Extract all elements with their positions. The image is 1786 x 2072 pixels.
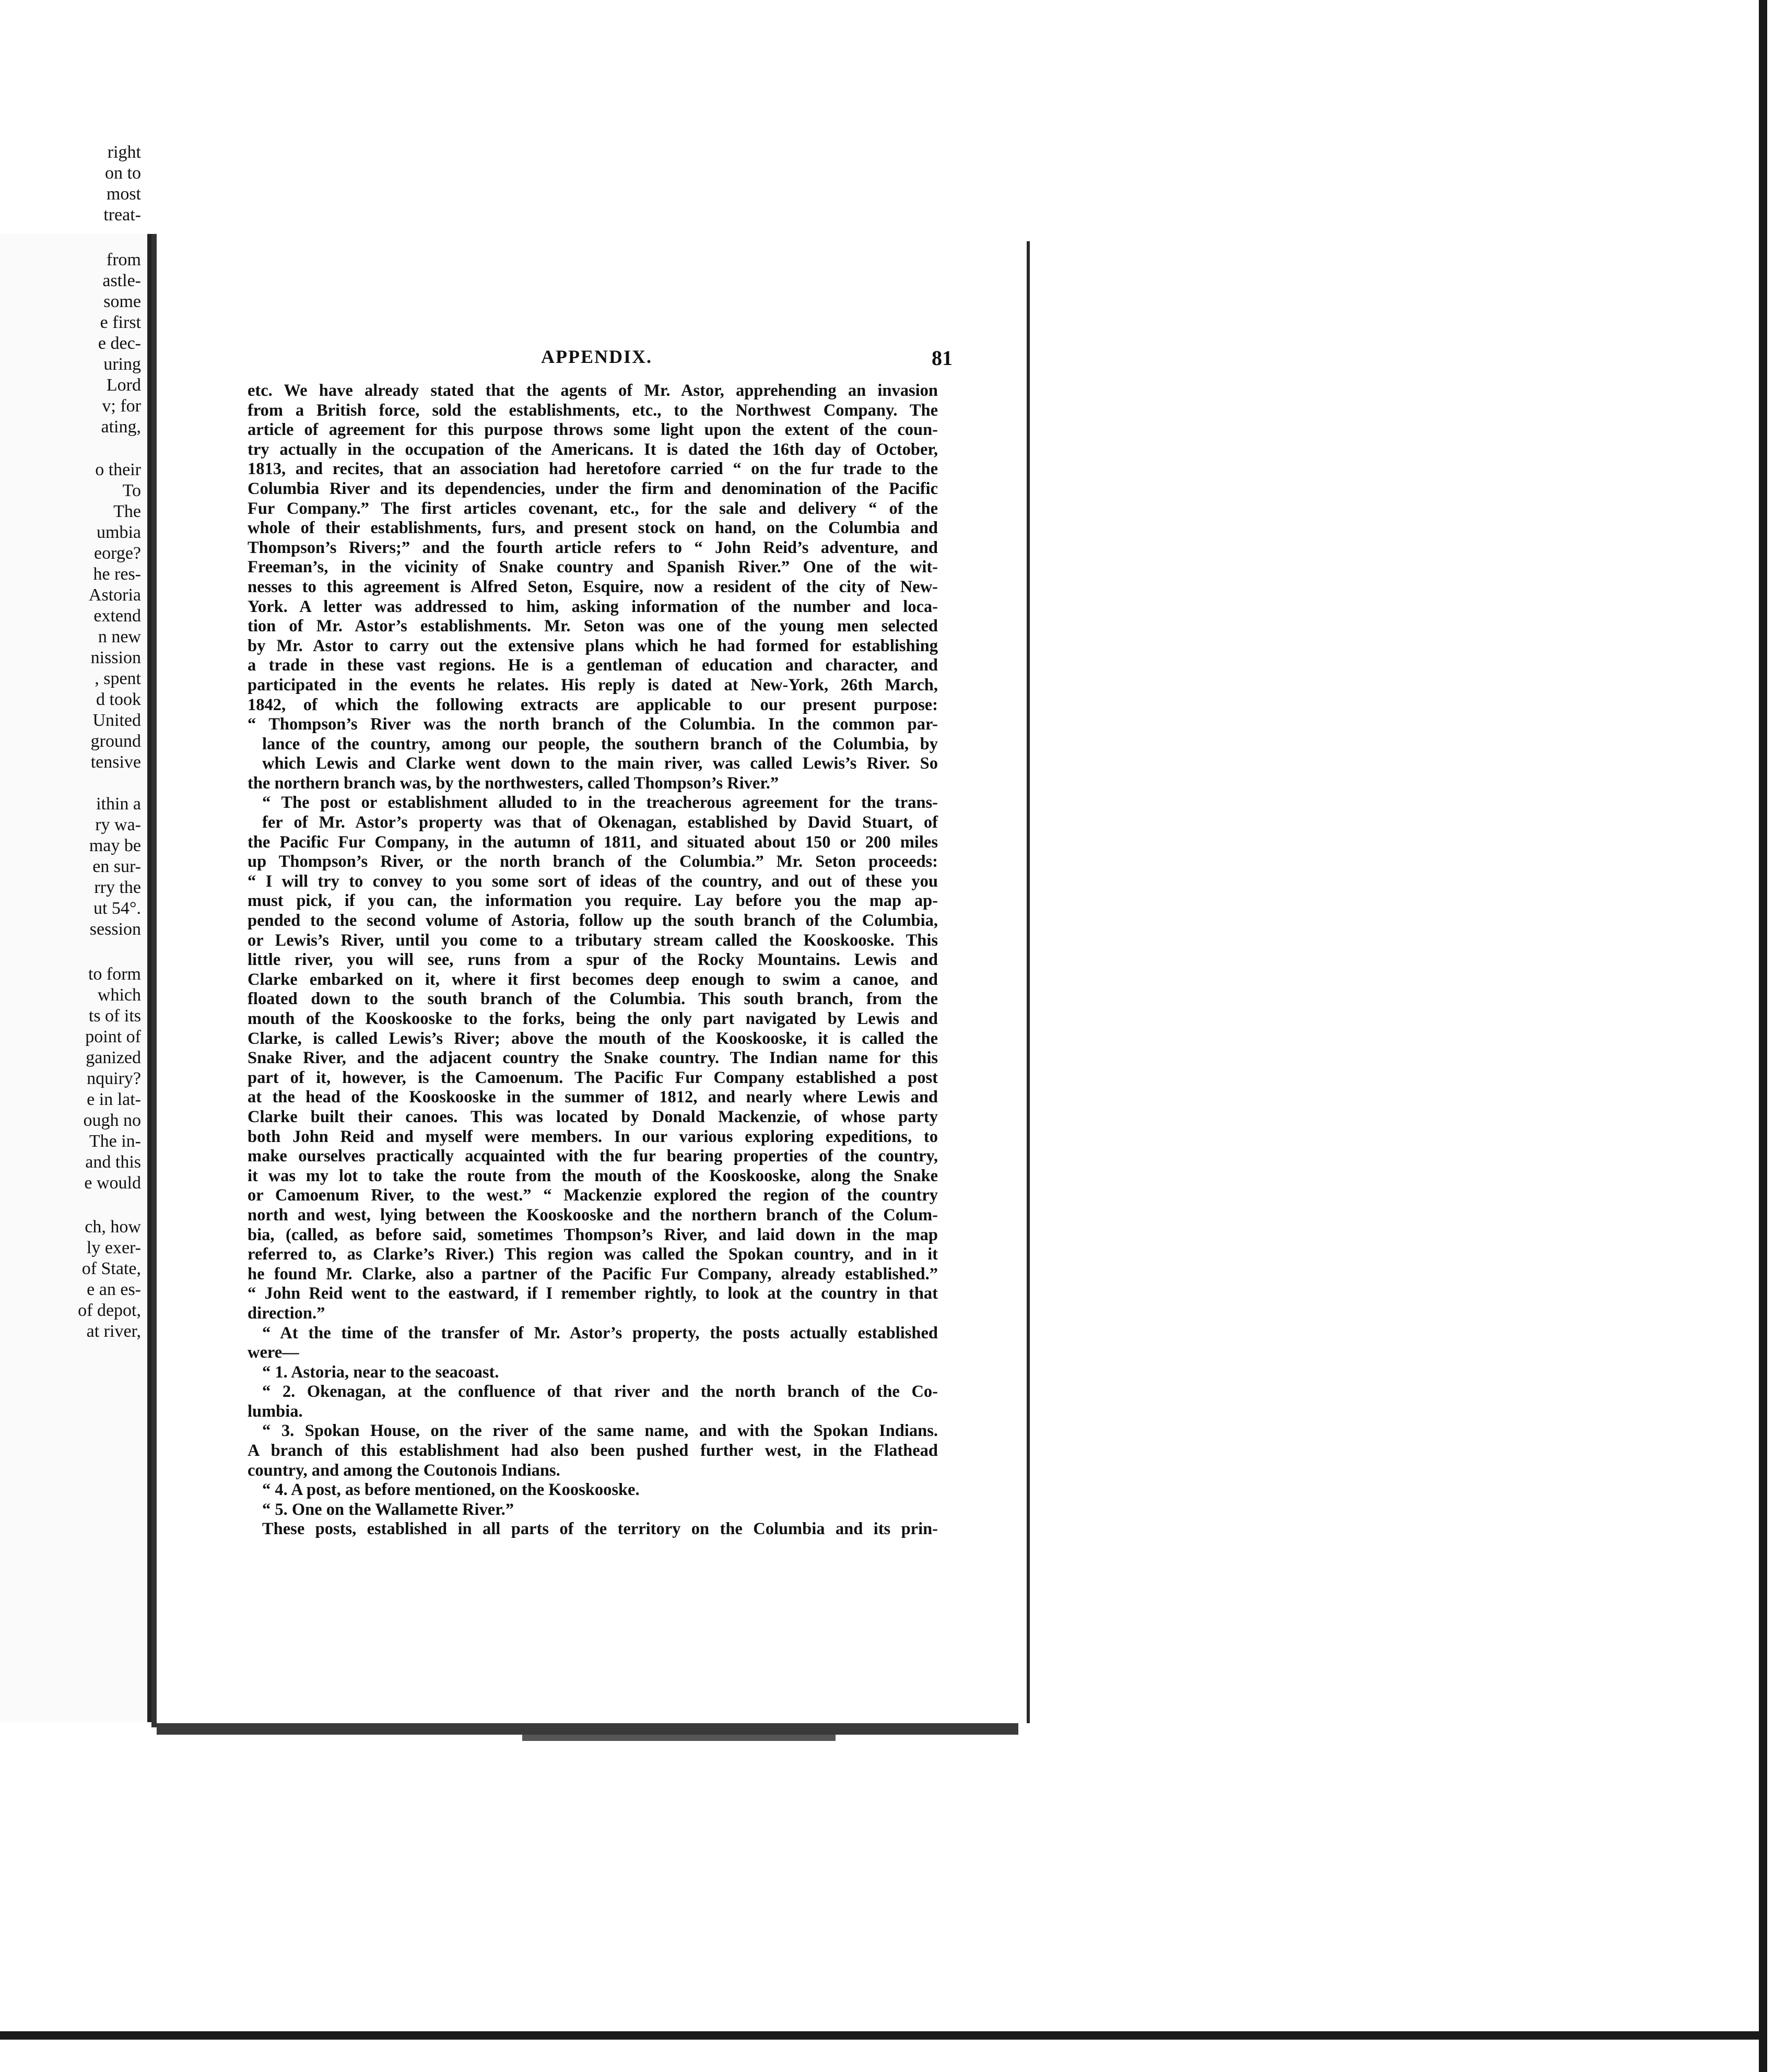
text-line: little river, you will see, runs from a spur of the Rocky Mountains. Lewis and bbox=[248, 950, 938, 970]
page-number: 81 bbox=[932, 346, 953, 370]
left-page-line: astle- bbox=[102, 271, 141, 290]
text-line: or Lewis’s River, until you come to a tributary stream called the Kooskooske. This bbox=[248, 931, 938, 950]
left-page-line: ating, bbox=[101, 417, 141, 437]
page-bottom-shadow bbox=[522, 1735, 836, 1741]
text-line: “ Thompson’s River was the north branch of the Columbia. In the common par- bbox=[248, 715, 938, 734]
text-line: he found Mr. Clarke, also a partner of the Pacific Fur Company, already established.” bbox=[248, 1264, 938, 1284]
left-page-line: To bbox=[122, 481, 141, 500]
text-line: article of agreement for this purpose throws some light upon the extent of the coun- bbox=[248, 420, 938, 440]
left-page-line: ly exer- bbox=[86, 1238, 141, 1257]
left-page-line: ithin a bbox=[96, 794, 141, 814]
left-page-line: ut 54°. bbox=[93, 899, 141, 918]
left-page-line: e in lat- bbox=[87, 1090, 141, 1109]
left-page-line: may be bbox=[89, 836, 141, 855]
right-page bbox=[160, 241, 1030, 1723]
text-line: participated in the events he relates. His reply is dated at New-York, 26th March, bbox=[248, 675, 938, 694]
text-line: both John Reid and myself were members. In our various exploring expeditions, to bbox=[248, 1127, 938, 1146]
text-line: “ 4. A post, as before mentioned, on the Kooskooske. bbox=[262, 1480, 640, 1500]
left-page-line: of State, bbox=[81, 1259, 141, 1278]
text-line: Clarke built their canoes. This was located by Donald Mackenzie, of whose party bbox=[248, 1107, 938, 1126]
left-page-line: United bbox=[92, 711, 141, 730]
text-line: the Pacific Fur Company, in the autumn of 1811, and situated about 150 or 200 miles bbox=[248, 832, 938, 852]
left-page-line: rry the bbox=[94, 878, 141, 897]
left-page-line: en sur- bbox=[92, 857, 141, 876]
text-line: a trade in these vast regions. He is a gentleman of education and character, and bbox=[248, 656, 938, 675]
text-line: floated down to the south branch of the Columbia. This south branch, from the bbox=[248, 990, 938, 1009]
left-page-line: o their bbox=[95, 460, 141, 479]
text-line: York. A letter was addressed to him, asking information of the number and loca- bbox=[248, 597, 938, 616]
text-line: tion of Mr. Astor’s establishments. Mr. Seton was one of the young men selected bbox=[248, 617, 938, 636]
text-line: up Thompson’s River, or the north branch of the Columbia.” Mr. Seton proceeds: bbox=[248, 852, 938, 872]
left-page-line: some bbox=[103, 292, 141, 311]
text-line: etc. We have already stated that the agents of Mr. Astor, apprehending an invasion bbox=[248, 381, 938, 400]
page-bottom-edge bbox=[157, 1723, 1018, 1735]
text-line: it was my lot to take the route from the mouth of the Kooskooske, along the Snake bbox=[248, 1166, 938, 1185]
body-text bbox=[248, 381, 938, 1539]
left-page-line: he res- bbox=[93, 564, 141, 584]
text-line: were— bbox=[248, 1343, 299, 1362]
text-line: “ 2. Okenagan, at the confluence of that river and the north branch of the Co- bbox=[262, 1382, 938, 1402]
text-line: mouth of the Kooskooske to the forks, being the only part navigated by Lewis and bbox=[248, 1009, 938, 1028]
text-line: by Mr. Astor to carry out the extensive plans which he had formed for establishing bbox=[248, 636, 938, 655]
scan-border-bottom bbox=[0, 2031, 1767, 2040]
text-line: from a British force, sold the establishments, etc., to the Northwest Company. The bbox=[248, 401, 938, 420]
text-line: A branch of this establishment had also been pushed further west, in the Flathead bbox=[248, 1441, 938, 1461]
left-page-line: treat- bbox=[103, 205, 141, 225]
left-page-line: e would bbox=[84, 1173, 141, 1193]
left-page-line: at river, bbox=[86, 1322, 141, 1341]
text-line: Columbia River and its dependencies, under the firm and denomination of the Pacific bbox=[248, 479, 938, 498]
left-page-line: Astoria bbox=[88, 585, 141, 605]
scan-border-right bbox=[1759, 0, 1767, 2072]
text-line: referred to, as Clarke’s River.) This region was called the Spokan country, and in it bbox=[248, 1245, 938, 1264]
text-line: Snake River, and the adjacent country the Snake country. The Indian name for this bbox=[248, 1049, 938, 1068]
left-page-line: to form bbox=[88, 964, 141, 984]
text-line: Freeman’s, in the vicinity of Snake country and Spanish River.” One of the wit- bbox=[248, 558, 938, 577]
text-line: “ John Reid went to the eastward, if I remember rightly, to look at the country in that bbox=[248, 1284, 938, 1303]
text-line: pended to the second volume of Astoria, follow up the south branch of the Columbia, bbox=[248, 911, 938, 931]
text-line: bia, (called, as before said, sometimes Thompson’s River, and laid down in the map bbox=[248, 1225, 938, 1244]
left-page-line: The in- bbox=[89, 1132, 141, 1151]
left-page-line: point of bbox=[85, 1027, 141, 1046]
left-page-line: ground bbox=[90, 732, 141, 751]
left-page-line: e first bbox=[100, 313, 141, 332]
text-line: north and west, lying between the Kooskooske and the northern branch of the Colum- bbox=[248, 1205, 938, 1225]
text-line: fer of Mr. Astor’s property was that of Okenagan, established by David Stuart, of bbox=[262, 813, 938, 832]
left-page-line: e dec- bbox=[98, 334, 141, 353]
text-line: 1842, of which the following extracts are applicable to our present purpose: bbox=[248, 695, 938, 714]
left-page-line: e an es- bbox=[87, 1280, 141, 1299]
text-line: Thompson’s Rivers;” and the fourth article refers to “ John Reid’s adventure, and bbox=[248, 538, 938, 557]
page-header bbox=[160, 346, 954, 372]
text-line: “ 1. Astoria, near to the seacoast. bbox=[262, 1362, 499, 1382]
text-line: Clarke, is called Lewis’s River; above the mouth of the Kooskooske, it is called the bbox=[248, 1029, 938, 1048]
text-line: lance of the country, among our people, the southern branch of the Columbia, by bbox=[262, 734, 938, 754]
left-page-line: tensive bbox=[90, 752, 141, 772]
text-line: which Lewis and Clarke went down to the main river, was called Lewis’s River. So bbox=[262, 754, 938, 773]
text-line: part of it, however, is the Camoenum. The Pacific Fur Company established a post bbox=[248, 1068, 938, 1087]
left-page-line: and this bbox=[85, 1152, 141, 1172]
text-line: “ The post or establishment alluded to in the treacherous agreement for the trans- bbox=[262, 793, 938, 813]
left-page-line: ry wa- bbox=[95, 815, 141, 834]
left-page-line: v; for bbox=[102, 396, 141, 416]
left-page-line: umbia bbox=[97, 523, 141, 542]
left-page-line: which bbox=[97, 985, 141, 1005]
left-page-line: on to bbox=[105, 163, 141, 183]
left-facing-page bbox=[0, 143, 151, 1722]
text-line: must pick, if you can, the information you require. Lay before you the map ap- bbox=[248, 891, 938, 911]
text-line: “ 3. Spokan House, on the river of the same name, and with the Spokan Indians. bbox=[262, 1421, 938, 1441]
left-page-line: eorge? bbox=[94, 544, 141, 563]
left-page-line: n new bbox=[98, 627, 141, 646]
text-line: make ourselves practically acquainted with the fur bearing properties of the country, bbox=[248, 1147, 938, 1166]
left-page-line: Lord bbox=[106, 375, 141, 395]
text-line: or Camoenum River, to the west.” “ Mackenzie explored the region of the country bbox=[248, 1186, 938, 1205]
left-page-line: The bbox=[113, 502, 141, 521]
left-page-line: nquiry? bbox=[87, 1069, 141, 1088]
text-line: lumbia. bbox=[248, 1402, 303, 1421]
left-page-line: , spent bbox=[95, 669, 141, 688]
book-spine bbox=[151, 234, 157, 1727]
left-page-line: session bbox=[89, 920, 141, 939]
text-line: These posts, established in all parts of the territory on the Columbia and its prin- bbox=[262, 1520, 938, 1539]
text-line: “ 5. One on the Wallamette River.” bbox=[262, 1500, 514, 1519]
text-line: the northern branch was, by the northwesters, called Thompson’s River.” bbox=[248, 773, 779, 793]
left-page-line: from bbox=[106, 250, 141, 269]
running-head: APPENDIX. bbox=[541, 346, 652, 367]
text-line: Clarke embarked on it, where it first becomes deep enough to swim a canoe, and bbox=[248, 970, 938, 989]
left-page-line: ganized bbox=[86, 1048, 141, 1067]
left-page-line: of depot, bbox=[78, 1301, 141, 1320]
text-line: 1813, and recites, that an association had heretofore carried “ on the fur trade to the bbox=[248, 460, 938, 479]
text-line: try actually in the occupation of the Americans. It is dated the 16th day of October, bbox=[248, 440, 938, 459]
left-page-line: uring bbox=[103, 355, 141, 374]
left-page-line: extend bbox=[93, 606, 141, 626]
text-line: direction.” bbox=[248, 1303, 325, 1323]
left-page-line: ch, how bbox=[85, 1217, 141, 1237]
text-line: Fur Company.” The first articles covenant, etc., for the sale and delivery “ of the bbox=[248, 499, 938, 518]
left-page-line: ough no bbox=[83, 1111, 141, 1130]
left-page-line: right bbox=[107, 143, 141, 162]
text-line: country, and among the Coutonois Indians. bbox=[248, 1461, 560, 1480]
text-line: “ At the time of the transfer of Mr. Astor’s property, the posts actually established bbox=[262, 1323, 938, 1343]
left-page-line: nission bbox=[90, 648, 141, 667]
left-page-line: d took bbox=[96, 690, 141, 709]
text-line: nesses to this agreement is Alfred Seton, Esquire, now a resident of the city of New- bbox=[248, 577, 938, 596]
text-line: “ I will try to convey to you some sort of ideas of the country, and out of these you bbox=[248, 872, 938, 891]
text-line: at the head of the Kooskooske in the summer of 1812, and nearly where Lewis and bbox=[248, 1088, 938, 1107]
text-line: whole of their establishments, furs, and present stock on hand, on the Columbia and bbox=[248, 519, 938, 538]
left-page-line: ts of its bbox=[88, 1006, 141, 1026]
left-page-line: most bbox=[106, 184, 141, 204]
